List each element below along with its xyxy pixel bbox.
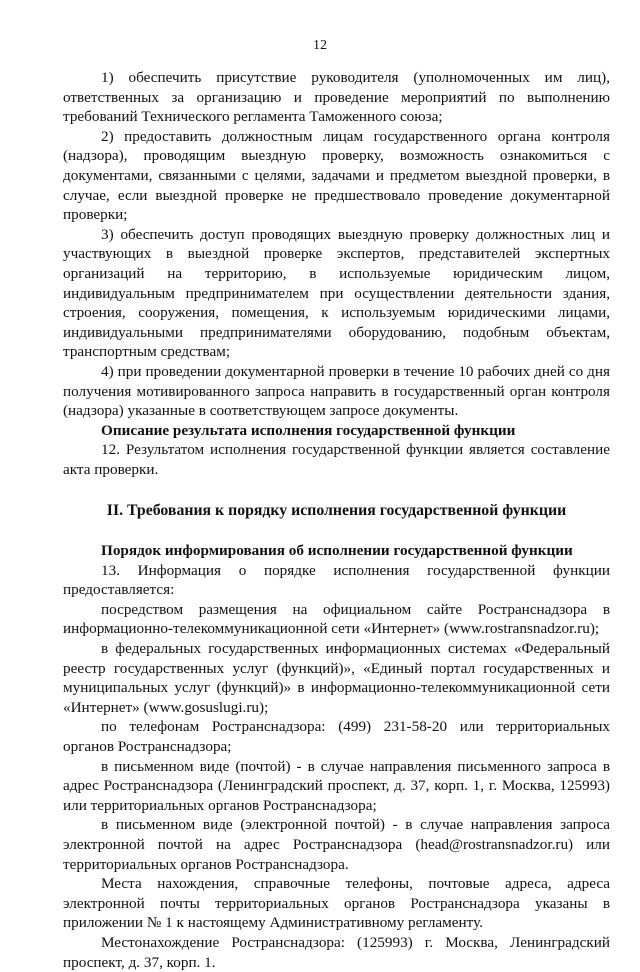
paragraph-headquarters: Местонахождение Ространснадзора: (125993) г. Москва, Ленинградский проспект, д. 37, корп. 1. [63,933,610,971]
paragraph-13: 13. Информация о порядке исполнения государственной функции предоставляется: [63,561,610,599]
paragraph-obligation-2: 2) предоставить должностным лицам государственного органа контроля (надзора), проводящим выездную проверку, возможность ознакомиться с документами, связанными с целями, задачами и предметом выездной проверки, в случае, если выездной проверке не предшествовало проведение документарной проверки; [63,127,610,224]
document-body [63,68,610,972]
paragraph-obligation-3: 3) обеспечить доступ проводящих выездную проверку должностных лиц и участвующих в выездной проверке экспертов, представителей экспертных организаций на территорию, в используемые юридическим лицом, индивидуальным предпринимателем при осуществлении деятельности здания, строения, сооружения, помещения, к используемым юридическими лицами, индивидуальными предпринимателями оборудованию, подобным объектам, транспортным средствам; [63,225,610,361]
paragraph-obligation-1: 1) обеспечить присутствие руководителя (уполномоченных им лиц), ответственных за организацию и проведение мероприятий по выполнению требований Технического регламента Таможенного союза; [63,69,610,126]
section-title: II. Требования к порядку исполнения государственной функции [106,502,567,520]
heading-result-description: Описание результата исполнения государственной функции [101,421,516,439]
paragraph-13-federal-systems: в федеральных государственных информационных системах «Федеральный реестр государственных услуг (функций)», «Единый портал государственных и муниципальных услуг (функций)» в информационно-телекоммуникационной сети «Интернет» (www.gosuslugi.ru); [63,640,610,716]
paragraph-13-postal: в письменном виде (почтой) - в случае направления письменного запроса в адрес Ространснадзора (Ленинградский проспект, д. 37, корп. 1, г. Москва, 125993) или территориальных органов Ространснадзора; [63,757,610,814]
paragraph-13-phone: по телефонам Ространснадзора: (499) 231-58-20 или территориальных органов Ространснадзора; [63,718,610,755]
paragraph-12: 12. Результатом исполнения государственной функции является составление акта проверки. [63,441,610,478]
paragraph-13-website: посредством размещения на официальном сайте Ространснадзора в информационно-телекоммуникационной сети «Интернет» (www.rostransnadzor.ru); [63,600,610,638]
paragraph-13-email: в письменном виде (электронной почтой) - в случае направления запроса электронной почтой на адрес Ространснадзора (head@rostransnadzor.ru) или территориальных органов Ространснадзора. [63,816,610,873]
heading-informing-procedure: Порядок информирования об исполнении государственной функции [101,542,573,560]
page-number: 12 [313,38,327,53]
paragraph-locations: Места нахождения, справочные телефоны, почтовые адреса, адреса электронной почты территориальных органов Ространснадзора указаны в приложении № 1 к настоящему Административному регламенту. [63,875,610,932]
paragraph-obligation-4: 4) при проведении документарной проверки в течение 10 рабочих дней со дня получения мотивированного запроса направить в государственный орган контроля (надзора) указанные в соответствующем запросе документы. [63,362,610,420]
